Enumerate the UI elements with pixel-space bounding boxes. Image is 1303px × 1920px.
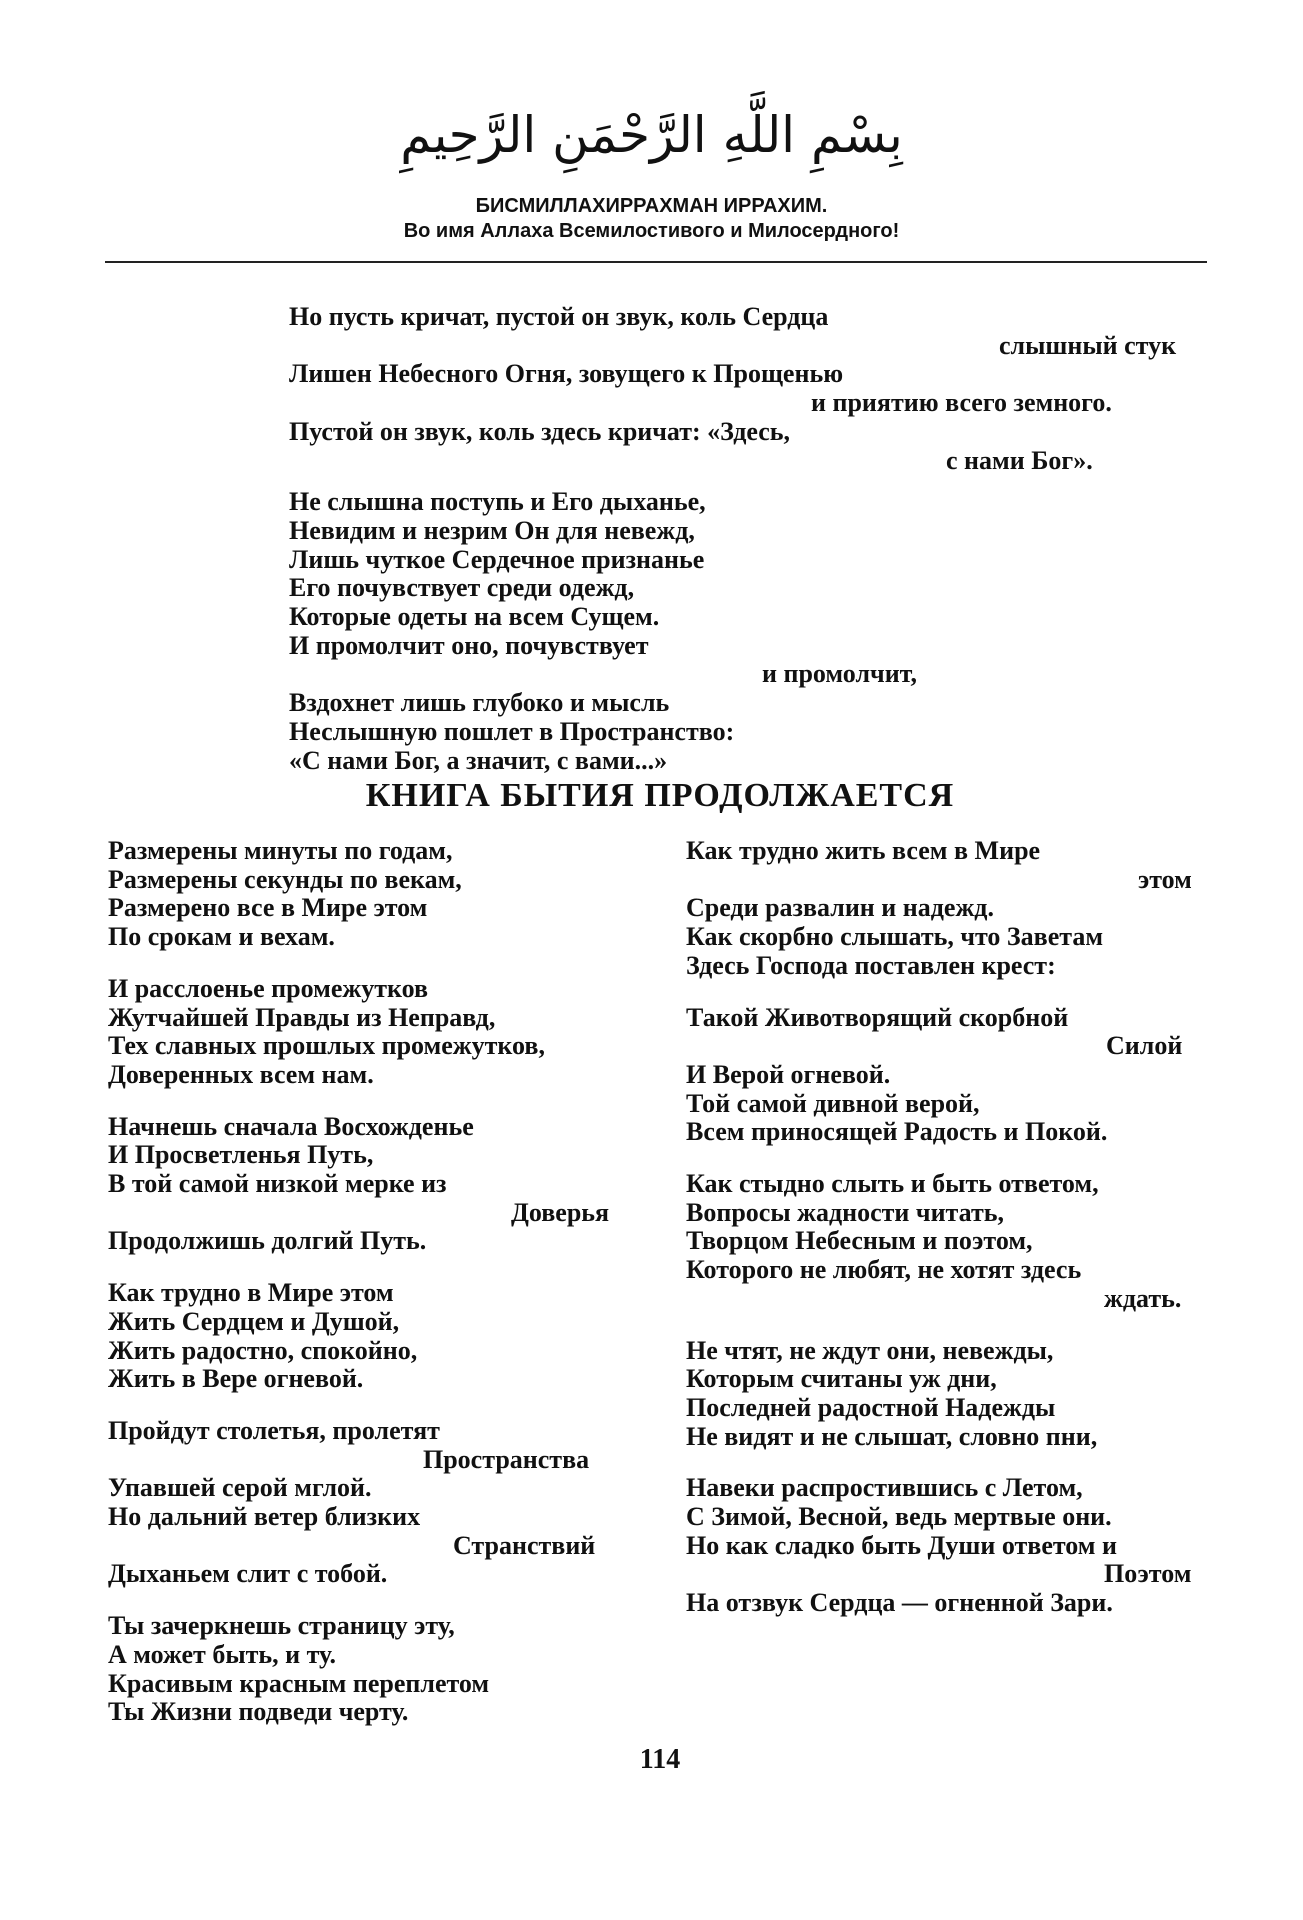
- verse-line: Которые одеты на всем Сущем.: [289, 602, 660, 632]
- poem-right-column: [686, 837, 1226, 1618]
- verse-line: С Зимой, Весной, ведь мертвые они.: [686, 1502, 1112, 1532]
- verse-line: Но дальний ветер близких: [108, 1502, 421, 1532]
- verse-line: На отзвук Сердца — огненной Зари.: [686, 1588, 1113, 1618]
- verse-line: Размерены секунды по векам,: [108, 864, 462, 894]
- verse-line: Жить в Вере огневой.: [108, 1364, 364, 1394]
- verse-line: По срокам и вехам.: [108, 922, 335, 952]
- verse-line: Но пусть кричат, пустой он звук, коль Сердца: [289, 302, 829, 331]
- verse-line-continuation: ждать.: [1104, 1283, 1182, 1313]
- verse-line: Как трудно жить всем в Мире: [686, 836, 1041, 865]
- verse-line: Начнешь сначала Восхожденье: [108, 1111, 474, 1141]
- verse-line-continuation: Поэтом: [1104, 1559, 1192, 1589]
- poem-left-column: [108, 837, 668, 1727]
- page-number: 114: [639, 1744, 681, 1775]
- verse-line-continuation: Доверья: [511, 1197, 610, 1227]
- verse-line: Как трудно в Мире этом: [108, 1278, 394, 1308]
- verse-line: Жутчайшей Правды из Неправд,: [108, 1002, 496, 1032]
- verse-line: Такой Животворящий скорбной: [686, 1002, 1069, 1032]
- verse-line: «С нами Бог, а значит, с вами...»: [289, 745, 668, 775]
- verse-line: Жить радостно, спокойно,: [108, 1335, 418, 1365]
- verse-line: Продолжишь долгий Путь.: [108, 1226, 427, 1256]
- verse-line: Дыханьем слит с тобой.: [108, 1559, 388, 1589]
- verse-line: Его почувствует среди одежд,: [289, 573, 635, 603]
- verse-line: Не видят и не слышат, словно пни,: [686, 1421, 1098, 1451]
- verse-line: Ты Жизни подведи черту.: [108, 1697, 409, 1727]
- verse-line: И промолчит оно, почувствует: [289, 630, 649, 660]
- verse-line-continuation: Странствий: [453, 1530, 596, 1560]
- verse-line: Которого не любят, не хотят здесь: [686, 1255, 1082, 1285]
- verse-line-continuation: этом: [1138, 864, 1192, 894]
- verse-line-continuation: [999, 332, 1209, 361]
- verse-line: Пустой он звук, коль здесь кричат: «Здесь,: [289, 416, 791, 446]
- verse-line: Размерено все в Мире этом: [108, 893, 428, 923]
- verse-line: Но как сладко быть Души ответом и: [686, 1530, 1117, 1560]
- verse-line: Тех славных прошлых промежутков,: [108, 1031, 545, 1061]
- basmala-transliteration: БИСМИЛЛАХИРРАХМАН ИРРАХИМ.: [475, 195, 828, 217]
- header-divider: [105, 261, 1207, 263]
- verse-line: Навеки распростившись с Летом,: [686, 1473, 1083, 1503]
- basmala-calligraphy: بِسْمِ اللَّهِ الرَّحْمَنِ الرَّحِيمِ: [400, 106, 903, 164]
- verse-line: Вздохнет лишь глубоко и мысль: [289, 688, 670, 718]
- verse-line: Неслышную пошлет в Пространство:: [289, 716, 735, 746]
- verse-line: Всем приносящей Радость и Покой.: [686, 1117, 1108, 1147]
- verse-line: Ты зачеркнешь страницу эту,: [108, 1611, 455, 1641]
- verse-line: Пройдут столетья, пролетят: [108, 1415, 440, 1445]
- verse-line: И расслоенье промежутков: [108, 973, 429, 1003]
- verse-line: Упавшей серой мглой.: [108, 1473, 372, 1503]
- verse-line: Жить Сердцем и Душой,: [108, 1306, 400, 1336]
- verse-line-continuation: Пространства: [423, 1444, 590, 1474]
- poem-one: [289, 303, 1209, 775]
- verse-line-continuation: с нами Бог».: [946, 445, 1093, 475]
- verse-line: В той самой низкой мерке из: [108, 1169, 447, 1199]
- verse-line: Вопросы жадности читать,: [686, 1197, 1004, 1227]
- verse-line: Не слышна поступь и Его дыханье,: [289, 487, 706, 517]
- verse-line: Размерены минуты по годам,: [108, 836, 453, 865]
- verse-line: Последней радостной Надежды: [686, 1392, 1056, 1422]
- verse-line: Красивым красным переплетом: [108, 1668, 490, 1698]
- verse-line: Доверенных всем нам.: [108, 1059, 374, 1089]
- verse-line: Как скорбно слышать, что Заветам: [686, 922, 1104, 952]
- verse-text: слышный стук: [999, 330, 1177, 360]
- verse-line: Среди развалин и надежд.: [686, 893, 994, 923]
- verse-line: Лишен Небесного Огня, зовущего к Прощенью: [289, 359, 844, 389]
- verse-line: А может быть, и ту.: [108, 1639, 336, 1669]
- verse-line: И Верой огневой.: [686, 1059, 891, 1089]
- verse-line: И Просветленья Путь,: [108, 1140, 374, 1170]
- verse-line: Творцом Небесным и поэтом,: [686, 1226, 1033, 1256]
- verse-line-continuation: и приятию всего земного.: [811, 388, 1112, 418]
- verse-line: Невидим и незрим Он для невежд,: [289, 515, 695, 545]
- verse-line-continuation: и промолчит,: [762, 659, 917, 689]
- verse-line: Здесь Господа поставлен крест:: [686, 950, 1056, 980]
- verse-line: Лишь чуткое Сердечное признанье: [289, 544, 705, 574]
- poem-title: КНИГА БЫТИЯ ПРОДОЛЖАЕТСЯ: [365, 777, 955, 814]
- basmala-translation: Во имя Аллаха Всемилостивого и Милосердного!: [403, 220, 900, 242]
- verse-line: Как стыдно слыть и быть ответом,: [686, 1169, 1099, 1199]
- verse-line: Той самой дивной верой,: [686, 1088, 980, 1118]
- verse-line-continuation: Силой: [1106, 1031, 1183, 1061]
- verse-line: Которым считаны уж дни,: [686, 1364, 997, 1394]
- verse-line: Не чтят, не ждут они, невежды,: [686, 1335, 1054, 1365]
